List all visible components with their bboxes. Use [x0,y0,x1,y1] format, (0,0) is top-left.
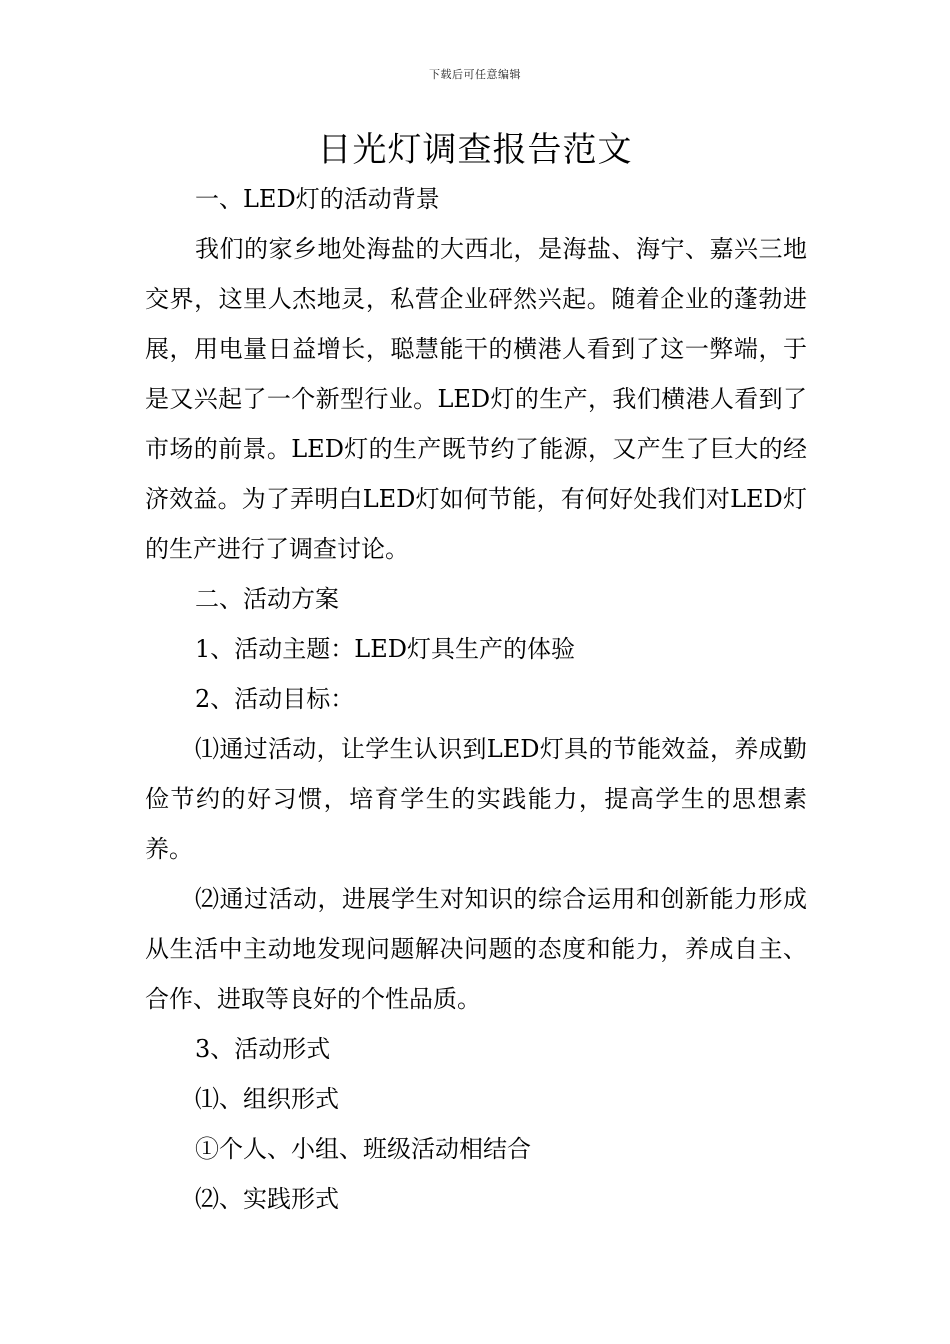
list-item-theme: 1、活动主题：LED灯具生产的体验 [195,635,575,663]
list-item-goals: 2、活动目标： [195,685,355,713]
paragraph-goal-2: ⑵通过活动，进展学生对知识的综合运用和创新能力形成从生活中主动地发现问题解决问题的态度和能力，养成自主、合作、进取等良好的个性品质。 [145,885,807,1013]
document-title: 日光灯调查报告范文 [317,130,633,170]
list-item-combination: ①个人、小组、班级活动相结合 [195,1135,531,1163]
list-item-practice: ⑵、实践形式 [195,1185,339,1213]
list-item-organization: ⑴、组织形式 [195,1085,339,1113]
paragraph-background: 我们的家乡地处海盐的大西北，是海盐、海宁、嘉兴三地交界，这里人杰地灵，私营企业砰然兴起。随着企业的蓬勃进展，用电量日益增长，聪慧能干的横港人看到了这一弊端，于是又兴起了一个新型行业。LED灯的生产，我们横港人看到了市场的前景。LED灯的生产既节约了能源，又产生了巨大的经济效益。为了弄明白LED灯如何节能，有何好处我们对LED灯的生产进行了调查讨论。 [145,235,807,563]
paragraph-goal-1: ⑴通过活动，让学生认识到LED灯具的节能效益，养成勤俭节约的好习惯，培育学生的实践能力，提高学生的思想素养。 [145,735,807,863]
page-header-note: 下载后可任意编辑 [429,68,521,81]
list-item-forms: 3、活动形式 [195,1035,331,1063]
document-body [145,174,807,1224]
section-heading-background: 一、LED灯的活动背景 [195,185,440,213]
section-heading-plan: 二、活动方案 [195,585,339,613]
